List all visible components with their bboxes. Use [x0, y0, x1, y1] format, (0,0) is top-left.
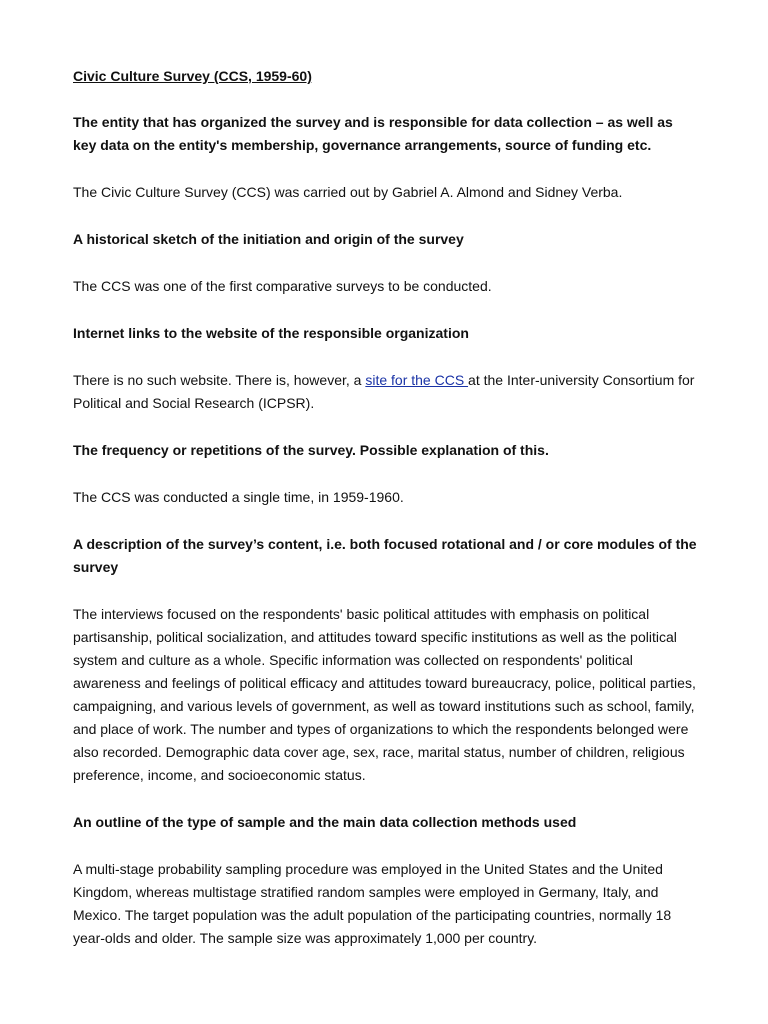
- section-heading-content: A description of the survey’s content, i.e. both focused rotational and / or core modules of the survey: [73, 536, 697, 575]
- section-text-content: The interviews focused on the respondents' basic political attitudes with emphasis on political partisanship, political socialization, and attitudes toward specific institutions as well as the political system and culture as a whole. Specific information was collected on respondents' political awareness and feelings of political efficacy and attitudes toward bureaucracy, police, political parties, campaigning, and various levels of government, as well as toward institutions such as school, family, and place of work. The number and types of organizations to which the respondents belonged were also recorded. Demographic data cover age, sex, race, marital status, number of children, religious preference, income, and socioeconomic status.: [73, 606, 696, 783]
- links-text-after: at the Inter-university Consortium for Political and Social Research (ICPSR).: [73, 372, 695, 411]
- section-heading-organizer: The entity that has organized the survey and is responsible for data collection – as well as key data on the entity's membership, governance arrangements, source of funding etc.: [73, 114, 673, 153]
- section-text-sample: A multi-stage probability sampling procedure was employed in the United States and the United Kingdom, whereas multistage stratified random samples were employed in Germany, Italy, and Mexico. The target population was the adult population of the participating countries, normally 18 year-olds and older. The sample size was approximately 1,000 per country.: [73, 861, 672, 946]
- section-heading-sample: An outline of the type of sample and the main data collection methods used: [73, 814, 577, 830]
- section-text-organizer: The Civic Culture Survey (CCS) was carried out by Gabriel A. Almond and Sidney Verba.: [73, 184, 623, 200]
- section-heading-links: Internet links to the website of the responsible organization: [73, 325, 469, 341]
- section-text-frequency: The CCS was conducted a single time, in 1959-1960.: [73, 489, 404, 505]
- section-text-links: [73, 369, 698, 415]
- section-heading-history: A historical sketch of the initiation and origin of the survey: [73, 231, 464, 247]
- section-text-history: The CCS was one of the first comparative surveys to be conducted.: [73, 278, 492, 294]
- links-text-before: There is no such website. There is, however, a: [73, 372, 366, 388]
- document-title: Civic Culture Survey (CCS, 1959-60): [73, 68, 312, 84]
- section-heading-frequency: The frequency or repetitions of the survey. Possible explanation of this.: [73, 442, 549, 458]
- ccs-site-link[interactable]: site for the CCS: [365, 372, 469, 388]
